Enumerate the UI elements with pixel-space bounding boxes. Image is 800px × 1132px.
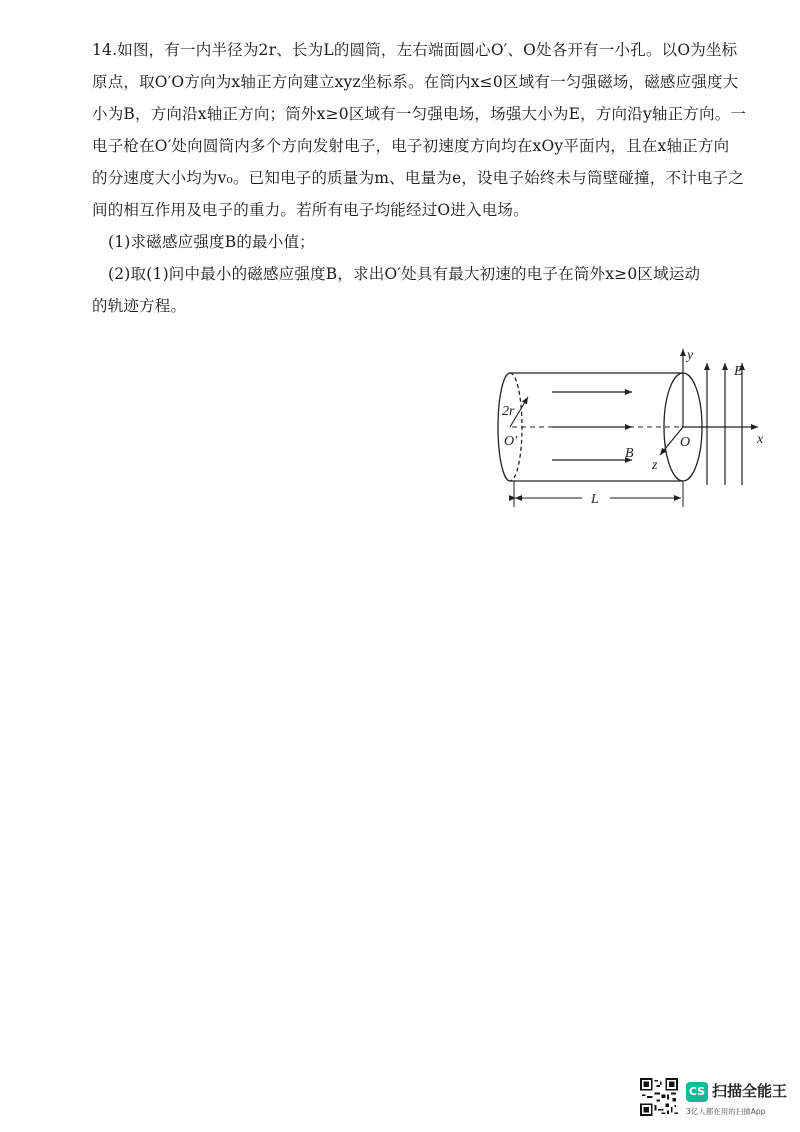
question-2: (2)取(1)问中最小的磁感应强度B，求出O′处具有最大初速的电子在筒外x≥0区域运动 [108, 265, 701, 283]
problem-14 [92, 34, 762, 322]
origin-label: O [680, 435, 691, 450]
problem-text-line: 14.如图，有一内半径为2r、长为L的圆筒，左右端面圆心O′、O处各开有一小孔。以O为坐标 [92, 41, 738, 59]
camscanner-name: 扫描全能王 [712, 1082, 788, 1100]
problem-text-line: 电子枪在O′处向圆筒内多个方向发射电子，电子初速度方向均在xOy平面内，且在x轴正方向 [92, 137, 730, 155]
b-field-label: B [625, 446, 634, 461]
problem-text-line: 原点，取O′O方向为x轴正方向建立xyz坐标系。在筒内x≤0区域有一匀强磁场，磁感应强度大 [92, 73, 739, 91]
z-axis-label: z [652, 458, 658, 473]
cylinder-figure [490, 345, 780, 520]
o-prime-label: O′ [504, 434, 518, 449]
scanner-watermark [640, 1078, 790, 1124]
radius-label: 2r [502, 404, 515, 419]
electric-field-lines [707, 363, 742, 485]
problem-text-line: 的分速度大小均为v₀。已知电子的质量为m、电量为e，设电子始终未与筒壁碰撞，不计电子之 [92, 169, 744, 187]
x-axis-label: x [757, 432, 764, 447]
problem-text-line: 小为B，方向沿x轴正方向；筒外x≥0区域有一匀强电场，场强大小为E，方向沿y轴正方向。一 [92, 105, 747, 123]
length-label: L [591, 492, 599, 507]
camscanner-tagline: 3亿人都在用的扫描App [686, 1107, 766, 1116]
magnetic-field-arrows [552, 392, 632, 460]
problem-text-line: 间的相互作用及电子的重力。若所有电子均能经过O进入电场。 [92, 201, 529, 219]
y-axis-label: y [687, 348, 694, 363]
question-2-continued: 的轨迹方程。 [92, 297, 187, 315]
question-1: (1)求磁感应强度B的最小值； [108, 233, 315, 251]
camscanner-logo: CS [686, 1082, 708, 1102]
e-field-label: E [734, 364, 743, 379]
qr-code-icon [640, 1078, 678, 1116]
